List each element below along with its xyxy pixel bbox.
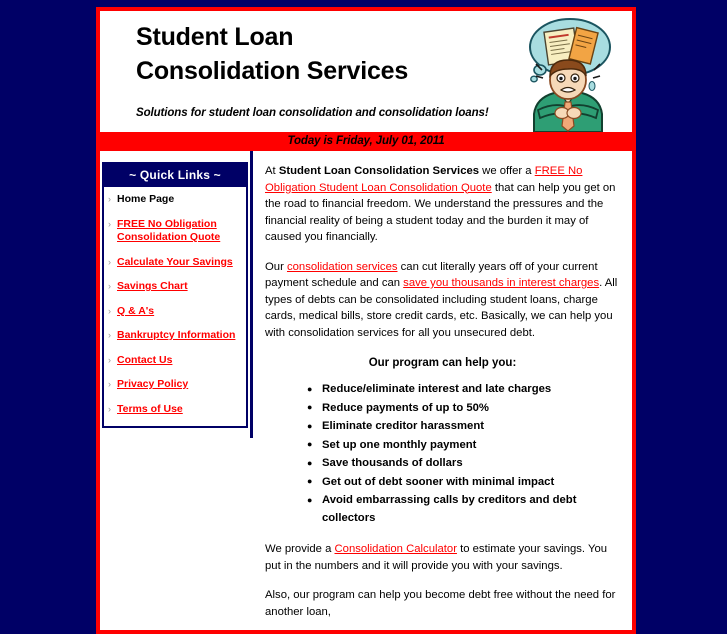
program-heading: Our program can help you: bbox=[368, 357, 517, 369]
sidebar-column bbox=[100, 151, 253, 438]
site-title-line-2: Consolidation Services bbox=[136, 57, 409, 85]
intro-text-d: that can help you get on the road to financial freedom. We understand the pressures and the financial reality of being a student today and the burden it may of caused you financially. bbox=[265, 181, 616, 243]
sidebar-item-label: Calculate Your Savings bbox=[117, 255, 233, 268]
chevron-right-icon: › bbox=[108, 330, 111, 340]
list-item: ● Avoid embarrassing calls by creditors and debt collectors bbox=[307, 492, 620, 527]
chevron-right-icon: › bbox=[108, 403, 111, 414]
main-content-column bbox=[253, 151, 632, 630]
today-date-bar: Today is Friday, July 01, 2011 bbox=[100, 132, 632, 151]
sidebar-item-label: Bankruptcy Information bbox=[117, 329, 236, 341]
list-item: ● Save thousands of dollars bbox=[307, 455, 620, 473]
sidebar-item-label: Savings Chart bbox=[117, 280, 188, 292]
link-free-quote[interactable]: FREE No Obligation Student Loan Consolidation Quote bbox=[265, 165, 583, 194]
calculator-paragraph bbox=[265, 541, 620, 574]
chevron-right-icon: › bbox=[108, 256, 111, 267]
stressed-man-illustration-icon bbox=[512, 14, 624, 132]
sidebar-item-terms-of-use[interactable] bbox=[108, 403, 242, 417]
list-item: ● Reduce payments of up to 50% bbox=[307, 400, 620, 418]
masthead bbox=[100, 11, 632, 132]
quick-links-header: ~ Quick Links ~ bbox=[104, 164, 246, 187]
sidebar-item-home-page[interactable] bbox=[108, 193, 242, 207]
benefits-list bbox=[265, 381, 620, 527]
services-text-b: can cut literally years off of your current payment schedule and can bbox=[265, 260, 598, 289]
services-text-c: . All types of debts can be consolidated including student loans, charge cards, medical bills, store credit cards, etc. Basically, we can help you with consolidation services for all you unsecured debt. bbox=[265, 277, 618, 339]
chevron-right-icon: › bbox=[108, 354, 111, 365]
chevron-right-icon: › bbox=[108, 379, 111, 389]
link-consolidation-services[interactable]: consolidation services bbox=[286, 260, 398, 273]
sidebar-item-label: Terms of Use bbox=[117, 402, 183, 415]
body-area bbox=[100, 151, 632, 630]
chevron-right-icon: › bbox=[108, 218, 111, 229]
list-item: ● Set up one monthly payment bbox=[307, 437, 620, 455]
intro-text-a: At bbox=[265, 165, 279, 177]
sidebar-item-savings-chart[interactable] bbox=[108, 280, 242, 294]
sidebar-item-calculate-savings[interactable] bbox=[108, 256, 242, 270]
list-item: ● Reduce/eliminate interest and late charges bbox=[307, 381, 620, 399]
quick-links-list bbox=[104, 187, 246, 426]
intro-paragraph bbox=[265, 163, 620, 246]
sidebar-item-q-and-as[interactable] bbox=[108, 305, 242, 319]
masthead-text-block bbox=[136, 20, 489, 119]
sidebar-item-label: Q & A's bbox=[117, 304, 155, 317]
sidebar-item-label: FREE No Obligation Consolidation Quote bbox=[117, 217, 221, 243]
services-paragraph bbox=[265, 259, 620, 342]
calculator-text-a: We provide a bbox=[265, 543, 335, 555]
site-title-line-1: Student Loan bbox=[136, 23, 294, 51]
site-tagline: Solutions for student loan consolidation and consolidation loans! bbox=[136, 107, 489, 119]
calculator-text-b: to estimate your savings. You put in the numbers and it will provide you with your savings. bbox=[265, 543, 608, 572]
sidebar-item-label: Privacy Policy bbox=[117, 378, 189, 390]
list-item: ● Eliminate creditor harassment bbox=[307, 418, 620, 436]
sidebar-item-contact-us[interactable] bbox=[108, 354, 242, 368]
company-name: Student Loan Consolidation Services bbox=[278, 165, 480, 177]
sidebar-item-privacy-policy[interactable] bbox=[108, 378, 242, 392]
sidebar-item-label: Contact Us bbox=[117, 353, 173, 366]
intro-text-c: we offer a bbox=[479, 165, 535, 177]
link-save-thousands[interactable]: save you thousands in interest charges bbox=[403, 277, 600, 289]
page-frame bbox=[96, 7, 636, 634]
debt-free-paragraph: Also, our program can help you become debt free without the need for another loan, bbox=[265, 589, 616, 618]
services-text-a: Our bbox=[265, 260, 287, 273]
chevron-right-icon: › bbox=[108, 305, 111, 316]
sidebar-item-free-quote[interactable] bbox=[108, 218, 242, 245]
sidebar-item-label: Home Page bbox=[117, 193, 175, 205]
link-consolidation-calculator[interactable]: Consolidation Calculator bbox=[334, 543, 457, 555]
list-item: ● Get out of debt sooner with minimal impact bbox=[307, 474, 620, 492]
chevron-right-icon: › bbox=[108, 281, 111, 291]
chevron-right-icon: › bbox=[108, 194, 111, 204]
sidebar-item-bankruptcy-information[interactable] bbox=[108, 329, 242, 343]
quick-links-box bbox=[102, 162, 248, 428]
